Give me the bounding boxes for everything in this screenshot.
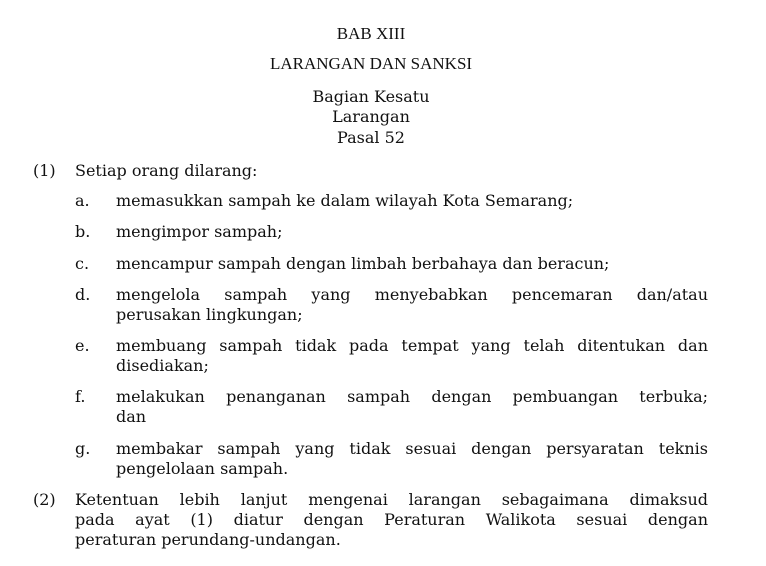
list-item-g [116, 439, 708, 479]
list-item-a-line-1: memasukkan sampah ke dalam wilayah Kota Semarang; [116, 191, 574, 210]
section-heading: Bagian Kesatu [312, 87, 430, 106]
paragraph-2-line-2: pada ayat (1) diatur dengan Peraturan Walikota sesuai dengan [75, 510, 708, 529]
paragraph-2 [75, 490, 708, 550]
list-item-g-line-2: pengelolaan sampah. [116, 459, 289, 478]
list-item-c [116, 254, 708, 274]
list-item-d-line-2: perusakan lingkungan; [116, 305, 303, 324]
paragraph-2-line-3: peraturan perundang-undangan. [75, 530, 341, 549]
list-item-g-line-1: membakar sampah yang tidak sesuai dengan persyaratan teknis [116, 439, 708, 458]
list-item-a-letter: a. [75, 191, 90, 210]
list-item-b-letter: b. [75, 222, 91, 241]
list-item-c-line-1: mencampur sampah dengan limbah berbahaya dan beracun; [116, 254, 610, 273]
list-item-b [116, 222, 708, 242]
paragraph-2-line-1: Ketentuan lebih lanjut mengenai larangan sebagaimana dimaksud [75, 490, 708, 509]
paragraph-1-intro: Setiap orang dilarang: [75, 161, 258, 180]
article-heading: Pasal 52 [337, 128, 405, 147]
paragraph-1-number: (1) [33, 161, 56, 180]
paragraph-2-number: (2) [33, 490, 56, 509]
list-item-d-line-1: mengelola sampah yang menyebabkan pencemaran dan/atau [116, 285, 708, 304]
list-item-d [116, 285, 708, 325]
list-item-e-line-2: disediakan; [116, 356, 209, 375]
list-item-e-letter: e. [75, 336, 90, 355]
list-item-c-letter: c. [75, 254, 90, 273]
list-item-d-letter: d. [75, 285, 91, 304]
list-item-b-line-1: mengimpor sampah; [116, 222, 283, 241]
list-item-e-line-1: membuang sampah tidak pada tempat yang telah ditentukan dan [116, 336, 708, 355]
list-item-a [116, 191, 708, 211]
list-item-f [116, 387, 708, 427]
list-item-g-letter: g. [75, 439, 91, 458]
section-title: Larangan [332, 107, 410, 126]
list-item-f-letter: f. [75, 387, 86, 406]
chapter-heading: BAB XIII [336, 24, 406, 43]
chapter-title: LARANGAN DAN SANKSI [269, 54, 473, 73]
list-item-f-line-2: dan [116, 407, 147, 426]
list-item-e [116, 336, 708, 376]
list-item-f-line-1: melakukan penanganan sampah dengan pembuangan terbuka; [116, 387, 708, 406]
